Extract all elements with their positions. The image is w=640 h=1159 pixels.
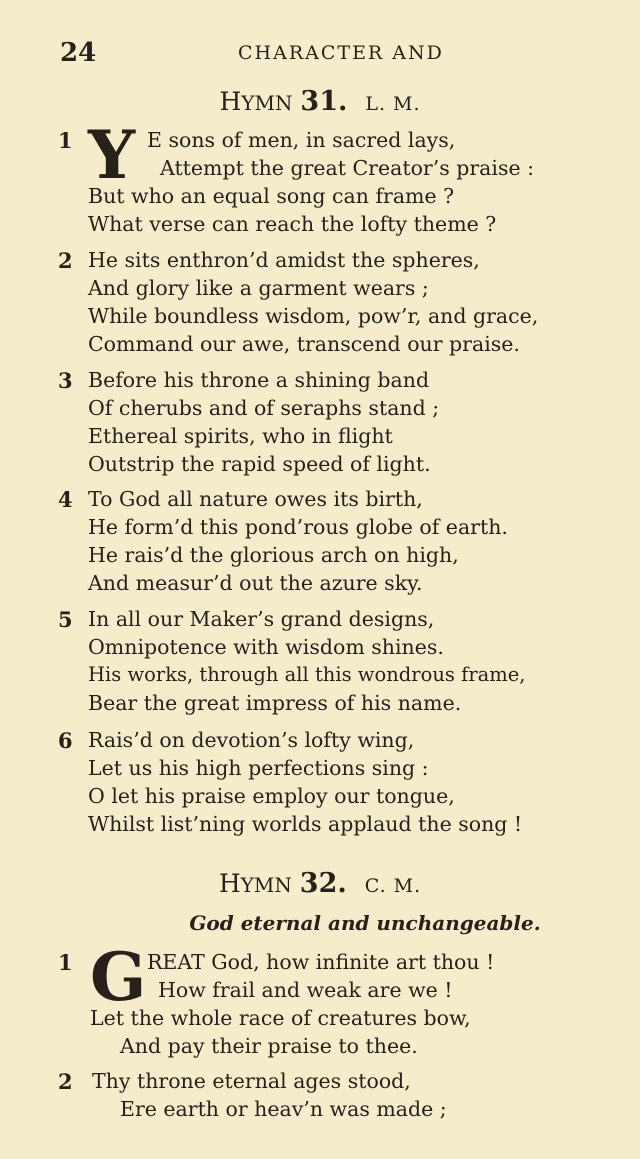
verse-line: Omnipotence with wisdom shines.	[88, 635, 444, 659]
verse-line: He form’d this pond’rous globe of earth.	[88, 515, 508, 539]
verse-line: O let his praise employ our tongue,	[88, 784, 455, 808]
verse-line: Ere earth or heav’n was made ;	[120, 1097, 447, 1121]
verse-number: 2	[58, 248, 73, 273]
verse-line: Before his throne a shining band	[88, 368, 430, 392]
verse-line: Attempt the great Creator’s praise :	[160, 156, 535, 180]
drop-cap: G	[90, 938, 147, 1016]
verse-line: While boundless wisdom, pow’r, and grace,	[88, 304, 539, 328]
verse-line: REAT God, how infinite art thou !	[147, 950, 495, 974]
running-head	[60, 38, 580, 68]
running-title: CHARACTER AND	[238, 42, 444, 64]
verse-line: Let us his high perfections sing :	[88, 756, 429, 780]
hymn-meter: L. M.	[365, 93, 421, 115]
verse-line: Thy throne eternal ages stood,	[92, 1069, 411, 1093]
verse-line: But who an equal song can frame ?	[88, 184, 455, 208]
verse-number: 6	[58, 728, 73, 753]
hymn-meter: C. M.	[364, 875, 422, 897]
verse-line: Bear the great impress of his name.	[88, 691, 462, 715]
verse-number: 1	[58, 950, 73, 975]
verse-number: 4	[58, 487, 73, 512]
verse-line: Ethereal spirits, who in flight	[88, 424, 393, 448]
verse-line: He sits enthron’d amidst the spheres,	[88, 248, 480, 272]
drop-cap: Y	[88, 116, 136, 194]
verse-line: Whilst list’ning worlds applaud the song !	[88, 812, 523, 836]
hymn-title-initial: H	[218, 869, 241, 898]
verse-number: 2	[58, 1069, 73, 1094]
hymn-32-title	[0, 868, 640, 899]
verse-line: And glory like a garment wears ;	[88, 276, 429, 300]
hymn-32-subtitle: God eternal and unchangeable.	[189, 911, 541, 935]
verse-line: Let the whole race of creatures bow,	[90, 1006, 471, 1030]
hymn-31-title	[0, 86, 640, 117]
verse-line: Rais’d on devotion’s lofty wing,	[88, 728, 415, 752]
verse-line: To God all nature owes its birth,	[88, 487, 423, 511]
verse-line: What verse can reach the lofty theme ?	[88, 212, 497, 236]
verse-line: Outstrip the rapid speed of light.	[88, 452, 431, 476]
hymn-number: 31.	[300, 86, 348, 117]
verse-number: 3	[58, 368, 73, 393]
verse-line: E sons of men, in sacred lays,	[147, 128, 456, 152]
hymn-title-rest: YMN	[240, 873, 292, 897]
verse-line: In all our Maker’s grand designs,	[88, 607, 435, 631]
verse-number: 5	[58, 607, 73, 632]
hymn-title-rest: YMN	[241, 91, 293, 115]
verse-line: And measur’d out the azure sky.	[88, 571, 423, 595]
verse-line: His works, through all this wondrous frame,	[88, 663, 526, 686]
verse-number: 1	[58, 128, 73, 153]
verse-line: He rais’d the glorious arch on high,	[88, 543, 459, 567]
verse-line: And pay their praise to thee.	[120, 1034, 418, 1058]
verse-line: How frail and weak are we !	[158, 978, 453, 1002]
verse-line: Of cherubs and of seraphs stand ;	[88, 396, 440, 420]
verse-line: Command our awe, transcend our praise.	[88, 332, 520, 356]
hymn-title-initial: H	[219, 87, 242, 116]
page-number: 24	[60, 38, 97, 68]
hymn-number: 32.	[299, 868, 347, 899]
